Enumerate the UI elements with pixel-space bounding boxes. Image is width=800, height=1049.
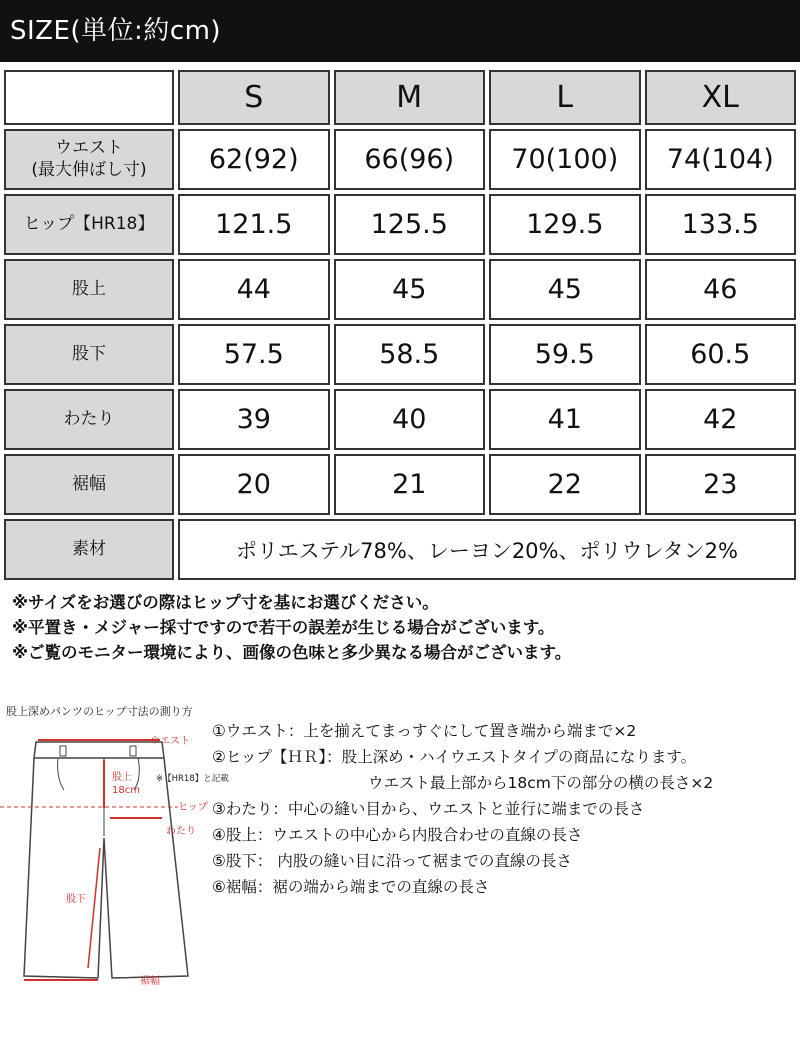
table-cell: 40 <box>334 389 486 450</box>
instruction-line: ウエスト最上部から18cm下の部分の横の長さ×2 <box>368 774 714 792</box>
row-label-rise: 股上 <box>4 259 174 320</box>
note-line: ※平置き・メジャー採寸ですので若干の誤差が生じる場合がございます。 <box>12 618 555 637</box>
table-cell: 66(96) <box>334 129 486 190</box>
table-cell: 46 <box>645 259 797 320</box>
diagram-label-waist: ウエスト <box>150 736 190 747</box>
material-value: ポリエステル78%、レーヨン20%、ポリウレタン2% <box>178 519 796 580</box>
diagram-label-inseam: 股下 <box>66 894 86 905</box>
table-row-inseam <box>4 324 796 385</box>
note-line: ※ご覧のモニター環境により、画像の色味と多少異なる場合がございます。 <box>12 643 572 662</box>
instruction-line: ③わたり：中心の縫い目から、ウエストと並行に端までの長さ <box>212 800 645 818</box>
measure-marks <box>24 740 162 980</box>
size-table <box>0 66 800 584</box>
table-cell: 58.5 <box>334 324 486 385</box>
table-cell: 41 <box>489 389 641 450</box>
instruction-line: ①ウエスト：上を揃えてまっすぐにして置き端から端まで×2 <box>212 722 637 740</box>
size-col-xl: XL <box>645 70 797 125</box>
table-row-material <box>4 519 796 580</box>
table-cell: 59.5 <box>489 324 641 385</box>
table-cell: 129.5 <box>489 194 641 255</box>
instruction-line: ②ヒップ【ＨＲ】：股上深め・ハイウエストタイプの商品になります。 <box>212 748 697 766</box>
table-row-thigh <box>4 389 796 450</box>
diagram-label-hem: 裾幅 <box>140 976 160 987</box>
diagram-label-rise: 股上 <box>112 772 132 783</box>
table-cell: 45 <box>489 259 641 320</box>
row-label-waist-text: ウエスト (最大伸ばし寸) <box>31 138 147 180</box>
diagram-label-hip: ヒップ <box>178 802 208 813</box>
size-header: SIZE(単位:約cm) <box>0 0 800 62</box>
table-row-hip <box>4 194 796 255</box>
note-line: ※サイズをお選びの際はヒップ寸を基にお選びください。 <box>12 593 439 612</box>
table-cell: 22 <box>489 454 641 515</box>
table-cell: 70(100) <box>489 129 641 190</box>
table-cell: 45 <box>334 259 486 320</box>
instruction-line: ⑤股下： 内股の縫い目に沿って裾までの直線の長さ <box>212 852 572 870</box>
diagram-label-rise-value: 18cm <box>112 785 140 796</box>
size-header-row <box>4 70 796 125</box>
row-label-hip: ヒップ【HR18】 <box>4 194 174 255</box>
table-row-hem <box>4 454 796 515</box>
row-label-material: 素材 <box>4 519 174 580</box>
table-cell: 74(104) <box>645 129 797 190</box>
table-cell: 62(92) <box>178 129 330 190</box>
table-cell: 39 <box>178 389 330 450</box>
pants-diagram <box>0 718 229 1049</box>
table-cell: 23 <box>645 454 797 515</box>
row-label-inseam: 股下 <box>4 324 174 385</box>
size-notes <box>12 590 792 665</box>
table-cell: 125.5 <box>334 194 486 255</box>
table-cell: 60.5 <box>645 324 797 385</box>
row-label-waist <box>4 129 174 190</box>
row-label-hem: 裾幅 <box>4 454 174 515</box>
diagram-hr-note: ※【HR18】と記載 <box>156 774 229 784</box>
size-col-m: M <box>334 70 486 125</box>
measure-title: 股上深めパンツのヒップ寸法の測り方 <box>6 705 193 718</box>
instruction-line: ⑥裾幅：裾の端から端までの直線の長さ <box>212 878 490 896</box>
table-cell: 133.5 <box>645 194 797 255</box>
table-row-waist <box>4 129 796 190</box>
table-cell: 21 <box>334 454 486 515</box>
size-col-l: L <box>489 70 641 125</box>
diagram-label-thigh: わたり <box>166 826 196 837</box>
table-row-rise <box>4 259 796 320</box>
table-cell: 20 <box>178 454 330 515</box>
row-label-thigh: わたり <box>4 389 174 450</box>
table-cell: 42 <box>645 389 797 450</box>
table-corner-cell <box>4 70 174 125</box>
table-cell: 57.5 <box>178 324 330 385</box>
table-cell: 121.5 <box>178 194 330 255</box>
table-cell: 44 <box>178 259 330 320</box>
measure-instructions <box>212 718 800 900</box>
size-col-s: S <box>178 70 330 125</box>
instruction-line: ④股上：ウエストの中心から内股合わせの直線の長さ <box>212 826 583 844</box>
